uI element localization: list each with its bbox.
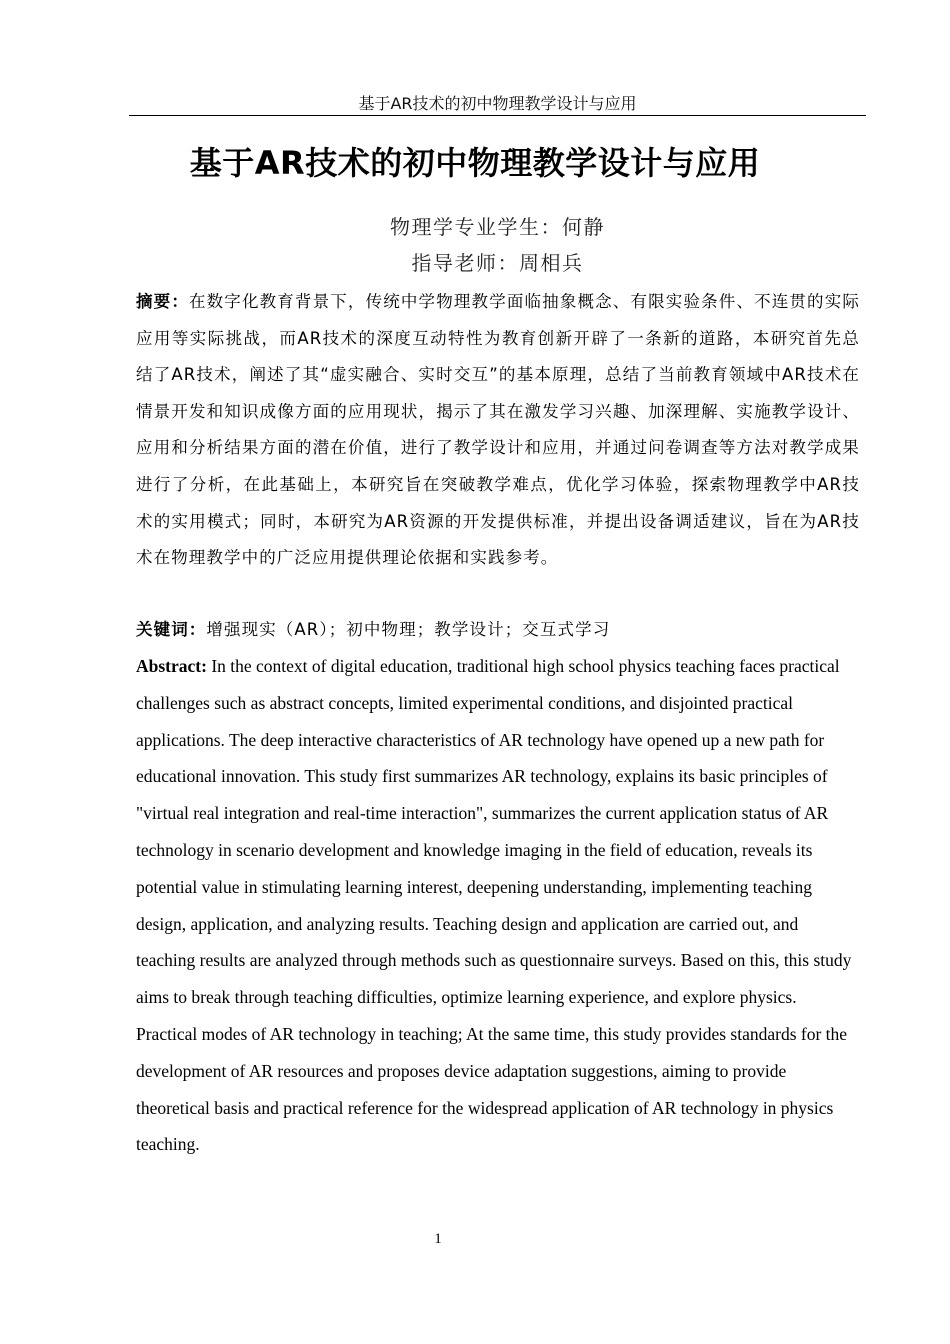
keywords-label: 关键词： [136,620,207,639]
chinese-abstract-label: 摘要： [136,292,189,311]
english-abstract [136,648,860,1163]
chinese-abstract [136,284,860,577]
page-number: 1 [434,1231,442,1247]
keywords-text: 增强现实（AR）；初中物理；教学设计；交互式学习 [206,620,611,639]
english-abstract-text: In the context of digital education, traditional high school physics teaching faces practical challenges such as abstract concepts, limited experimental conditions, and disjointed practical applications. The deep interactive characteristics of AR technology have opened up a new path for educational innovation. This study first summarizes AR technology, explains its basic principles of "virtual real integration and real-time interaction", summarizes the current application status of AR technology in scenario development and knowledge imaging in the field of education, reveals its potential value in stimulating learning interest, deepening understanding, implementing teaching design, application, and analyzing results. Teaching design and application are carried out, and teaching results are analyzed through methods such as questionnaire surveys. Based on this, this study aims to break through teaching difficulties, optimize learning experience, and explore physics. Practical modes of AR technology in teaching; At the same time, this study provides standards for the development of AR resources and proposes device adaptation suggestions, aiming to provide theoretical basis and practical reference for the widespread application of AR technology in physics teaching. [136,656,852,1155]
running-header: 基于AR技术的初中物理教学设计与应用 [358,94,637,113]
author-line: 物理学专业学生：何静 [390,215,605,239]
advisor-line: 指导老师：周相兵 [411,251,584,275]
english-abstract-label: Abstract: [136,656,207,676]
chinese-abstract-text: 在数字化教育背景下，传统中学物理教学面临抽象概念、有限实验条件、不连贯的实际应用等实际挑战，而AR技术的深度互动特性为教育创新开辟了一条新的道路，本研究首先总结了AR技术，阐述了其“虚实融合、实时交互”的基本原理，总结了当前教育领域中AR技术在情景开发和知识成像方面的应用现状，揭示了其在激发学习兴趣、加深理解、实施教学设计、应用和分析结果方面的潜在价值，进行了教学设计和应用，并通过问卷调查等方法对教学成果进行了分析，在此基础上，本研究旨在突破教学难点，优化学习体验，探索物理教学中AR技术的实用模式；同时，本研究为AR资源的开发提供标准，并提出设备调适建议，旨在为AR技术在物理教学中的广泛应用提供理论依据和实践参考。 [136,292,860,568]
page-title: 基于AR技术的初中物理教学设计与应用 [189,144,761,182]
keywords [136,612,860,648]
header-divider [129,115,866,116]
